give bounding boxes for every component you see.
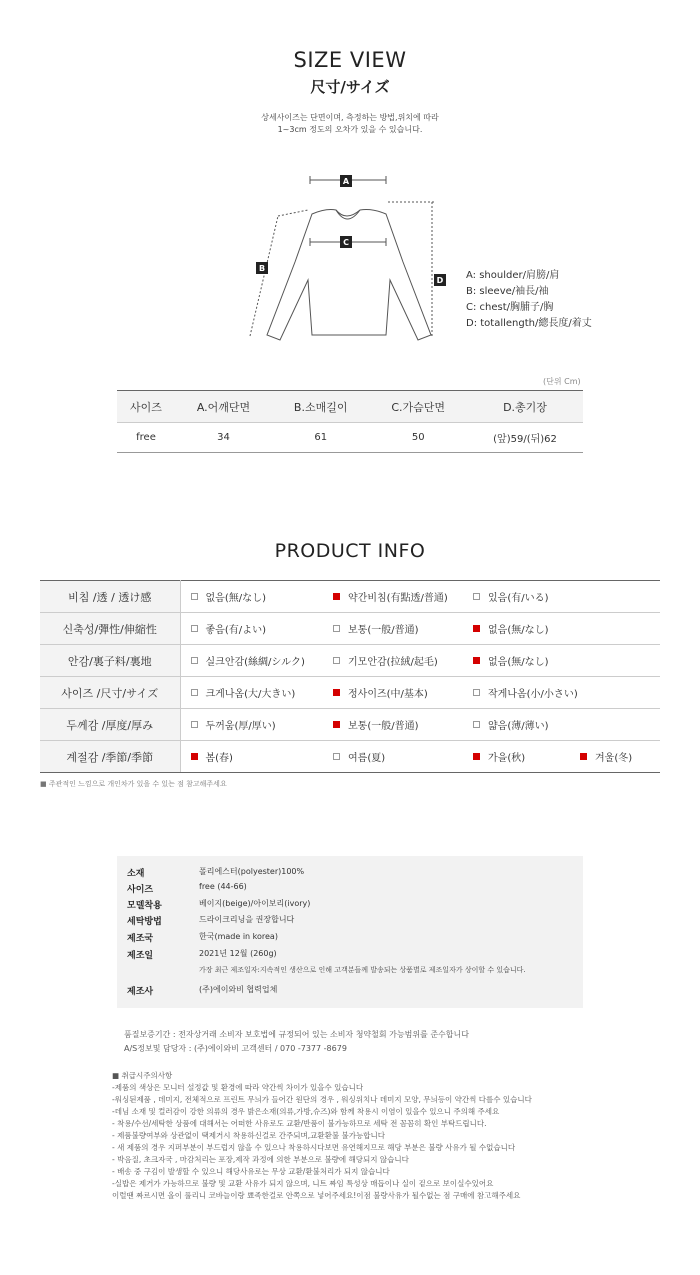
unchecked-box-icon [333,625,340,632]
info-row-label: 사이즈 /尺寸/サイズ [40,677,180,709]
header-cell: A.어깨단면 [175,391,272,423]
info-option [323,621,419,636]
info-option-label: 가을(秋) [488,753,526,764]
info-option [323,589,448,604]
info-footnote: ■ 주관적인 느낌으로 개인차가 있을 수 있는 점 참고해주세요 [40,780,227,788]
checked-box-icon [473,753,480,760]
unchecked-box-icon [473,593,480,600]
checked-box-icon [191,753,198,760]
info-option-cell [570,741,660,773]
info-option-cell [323,645,463,677]
spec-value: 2021년 12월 (260g) [199,949,277,958]
info-option-cell [180,677,323,709]
unit-label: (단위 Cm) [543,377,581,386]
info-row-label: 신축성/彈性/伸縮性 [40,613,180,645]
unchecked-box-icon [191,593,198,600]
info-option-label: 실크안감(絲綢/シルク) [205,657,305,668]
unchecked-box-icon [333,657,340,664]
info-option-cell [570,709,660,741]
info-option-cell [323,613,463,645]
info-option [463,717,549,732]
info-option-cell [463,613,570,645]
info-option-cell [570,613,660,645]
spec-value: 드라이크리닝을 권장합니다 [199,915,295,924]
info-option-label: 크게나옴(大/大きい) [205,689,296,700]
info-option [570,749,632,764]
unchecked-box-icon [191,721,198,728]
info-option-cell [463,645,570,677]
size-view-subtitle: 尺寸/サイズ [310,78,390,96]
spec-value: 베이지(beige)/아이보리(ivory) [199,899,311,908]
care-line: 이럴땐 짜르시면 올이 풀리니 코바늘이랑 뾰족한걸로 안쪽으로 넣어주세요!이점 불량사유가 될수없는 점 구매에 참고해주세요 [112,1191,521,1200]
unchecked-box-icon [191,689,198,696]
spec-row [127,931,278,944]
product-info-title: PRODUCT INFO [274,540,426,562]
info-row [40,741,660,773]
table-cell: free [117,423,175,453]
warranty-line: A/S정보및 담당자 : (주)에이와비 고객센터 / 070 -7377 -8679 [124,1044,347,1053]
info-option-label: 겨울(冬) [595,753,633,764]
info-option-label: 있음(有/いる) [488,593,549,604]
info-row-label: 안감/裏子料/裏地 [40,645,180,677]
label-c: C [343,238,349,247]
info-option-label: 정사이즈(中/基本) [348,689,428,700]
info-option [463,685,578,700]
spec-key: 세탁방법 [127,917,162,927]
info-option [463,621,549,636]
info-option-cell [180,741,323,773]
info-row-label: 비침 /透 / 透け感 [40,581,180,613]
info-option-label: 두꺼움(厚/厚い) [205,721,276,732]
spec-key: 소재 [127,869,145,879]
spec-value: 한국(made in korea) [199,932,278,941]
care-title: ■ 취급시주의사항 [112,1071,173,1080]
size-view-title: SIZE VIEW [293,48,407,72]
header-cell: C.가슴단면 [369,391,467,423]
garment-outline [267,210,431,341]
checked-box-icon [333,689,340,696]
info-option-cell [570,677,660,709]
info-option-cell [570,645,660,677]
spec-value: 폴리에스터(polyester)100% [199,867,305,876]
info-option-cell [323,741,463,773]
checked-box-icon [473,657,480,664]
info-option-label: 작게나옴(小/小さい) [488,689,578,700]
unchecked-box-icon [473,689,480,696]
info-option-cell [463,677,578,709]
info-option [181,589,267,604]
product-info-table [40,580,660,773]
info-option-label: 봄(春) [205,753,233,764]
care-line: - 박음질, 초크자국 , 마감처리는 포장,제작 과정에 의한 부분으로 불량에 해당되지 않습니다 [112,1155,409,1164]
care-line: - 제품불량여부와 상관없이 택제거시 착용하신걸로 간주되며,교환환불 불가능합니다 [112,1131,385,1140]
label-b: B [258,264,266,273]
info-option [181,653,305,668]
care-line: -워싱된제품 , 데미지, 전체적으로 프린트 무늬가 들어간 원단의 경우 , 워싱위치나 데미지 모양, 무늬등이 약간씩 다를수 있습니다 [112,1095,532,1104]
care-line: - 배송 중 구김이 발생할 수 있으니 해당사유로는 무상 교환/환불처리가 되지 않습니다 [112,1167,390,1176]
spec-key: 모델착용 [127,901,162,911]
unchecked-box-icon [473,721,480,728]
info-option [323,717,419,732]
label-a: A [342,177,350,186]
table-cell: 61 [272,423,369,453]
table-cell: (앞)59/(뒤)62 [467,423,583,453]
info-row-label: 계절감 /季節/季節 [40,741,180,773]
size-note-line: 1~3cm 정도의 오차가 있을 수 있습니다. [277,125,423,134]
checked-box-icon [580,753,587,760]
spec-row [127,948,277,961]
info-option-cell [570,581,660,613]
info-option-cell [323,581,463,613]
info-option-label: 없음(無/なし) [205,593,266,604]
info-option-cell [180,613,323,645]
info-option [463,653,549,668]
spec-row [127,984,277,997]
spec-row [127,898,310,911]
info-option [181,749,233,764]
info-option-label: 여름(夏) [348,753,386,764]
info-option-label: 좋음(有/よい) [205,625,266,636]
info-row-label: 두께감 /厚度/厚み [40,709,180,741]
info-option-cell [323,677,463,709]
neckline [336,210,360,219]
size-table [117,390,583,453]
legend-item: C: chest/胸脯子/胸 [466,302,554,313]
manufacture-note: 가장 최근 제조일자:지속적인 생산으로 인해 고객분들께 발송되는 상품별로 제조일자가 상이할 수 있습니다. [199,966,526,974]
checked-box-icon [333,721,340,728]
info-option [463,589,549,604]
info-option [181,717,276,732]
checked-box-icon [473,625,480,632]
info-option [463,749,525,764]
info-option-label: 보통(一般/普通) [348,625,419,636]
info-row [40,613,660,645]
unchecked-box-icon [191,657,198,664]
care-line: - 착용/수선/세탁한 상품에 대해서는 어떠한 사유로도 교환/반품이 불가능하므로 세탁 전 꼼꼼히 확인 부탁드립니다. [112,1119,487,1128]
info-option-cell [463,741,570,773]
checked-box-icon [333,593,340,600]
label-d: D [436,276,444,285]
table-cell: 50 [369,423,467,453]
spec-key: 제조사 [127,987,154,997]
info-option-cell [180,709,323,741]
info-option-label: 얇음(薄/薄い) [488,721,549,732]
legend-item: D: totallength/總長度/着丈 [466,318,592,329]
info-option [323,685,428,700]
measurement-legend [466,268,592,332]
header-cell: D.총기장 [467,391,583,423]
table-row [117,423,583,453]
info-option-label: 없음(無/なし) [488,625,549,636]
info-row [40,709,660,741]
info-option [181,685,296,700]
unchecked-box-icon [333,753,340,760]
size-note [0,112,700,136]
spec-key: 제조일 [127,951,154,961]
info-option-cell [180,645,323,677]
warranty-info [124,1028,469,1056]
care-line: -제품의 색상은 모니터 설정값 및 환경에 따라 약간씩 차이가 있을수 있습니다 [112,1083,364,1092]
info-row [40,677,660,709]
unchecked-box-icon [191,625,198,632]
care-instructions [112,1070,532,1202]
table-cell: 34 [175,423,272,453]
legend-item: B: sleeve/袖長/袖 [466,286,549,297]
care-line: - 새 제품의 경우 지퍼부분이 부드럽지 않을 수 있으나 착용하시다보면 유연해지므로 해당 부분은 불량 사유가 될 수없습니다 [112,1143,516,1152]
spec-row [127,914,294,927]
info-row [40,581,660,613]
warranty-line: 품질보증기간 : 전자상거래 소비자 보호법에 규정되어 있는 소비자 청약철회 가능범위를 준수합니다 [124,1030,469,1039]
care-line: -실밥은 제거가 가능하므로 불량 및 교환 사유가 되지 않으며, 니트 짜임 특성상 매듭이나 실이 겉으로 보이실수있어요 [112,1179,494,1188]
info-option [323,653,438,668]
header-cell: B.소매길이 [272,391,369,423]
info-option-cell [463,581,570,613]
info-option [323,749,385,764]
size-table-header [117,391,583,423]
header-cell: 사이즈 [117,391,175,423]
info-option-label: 기모안감(拉絨/起毛) [348,657,438,668]
spec-row [127,882,247,895]
info-option [181,621,267,636]
info-option-cell [463,709,570,741]
spec-row [127,866,304,879]
garment-measurement-diagram [240,170,450,350]
size-note-line: 상세사이즈는 단면이며, 측정하는 방법,위치에 따라 [261,113,439,122]
info-option-label: 약간비침(有點透/普通) [348,593,448,604]
info-option-label: 없음(無/なし) [488,657,549,668]
info-option-label: 보통(一般/普通) [348,721,419,732]
spec-key: 사이즈 [127,885,154,895]
info-row [40,645,660,677]
info-option-cell [180,581,323,613]
care-line: -데님 소재 및 컬러감이 강한 의류의 경우 밝은소재(의류,가방,슈즈)와 함께 착용시 이염이 있을수 있으니 주의해 주세요 [112,1107,500,1116]
info-option-cell [323,709,463,741]
spec-value: (주)에이와비 협력업체 [199,985,278,994]
legend-item: A: shoulder/肩膀/肩 [466,270,560,281]
spec-key: 제조국 [127,934,154,944]
spec-value: free (44-66) [199,882,247,891]
